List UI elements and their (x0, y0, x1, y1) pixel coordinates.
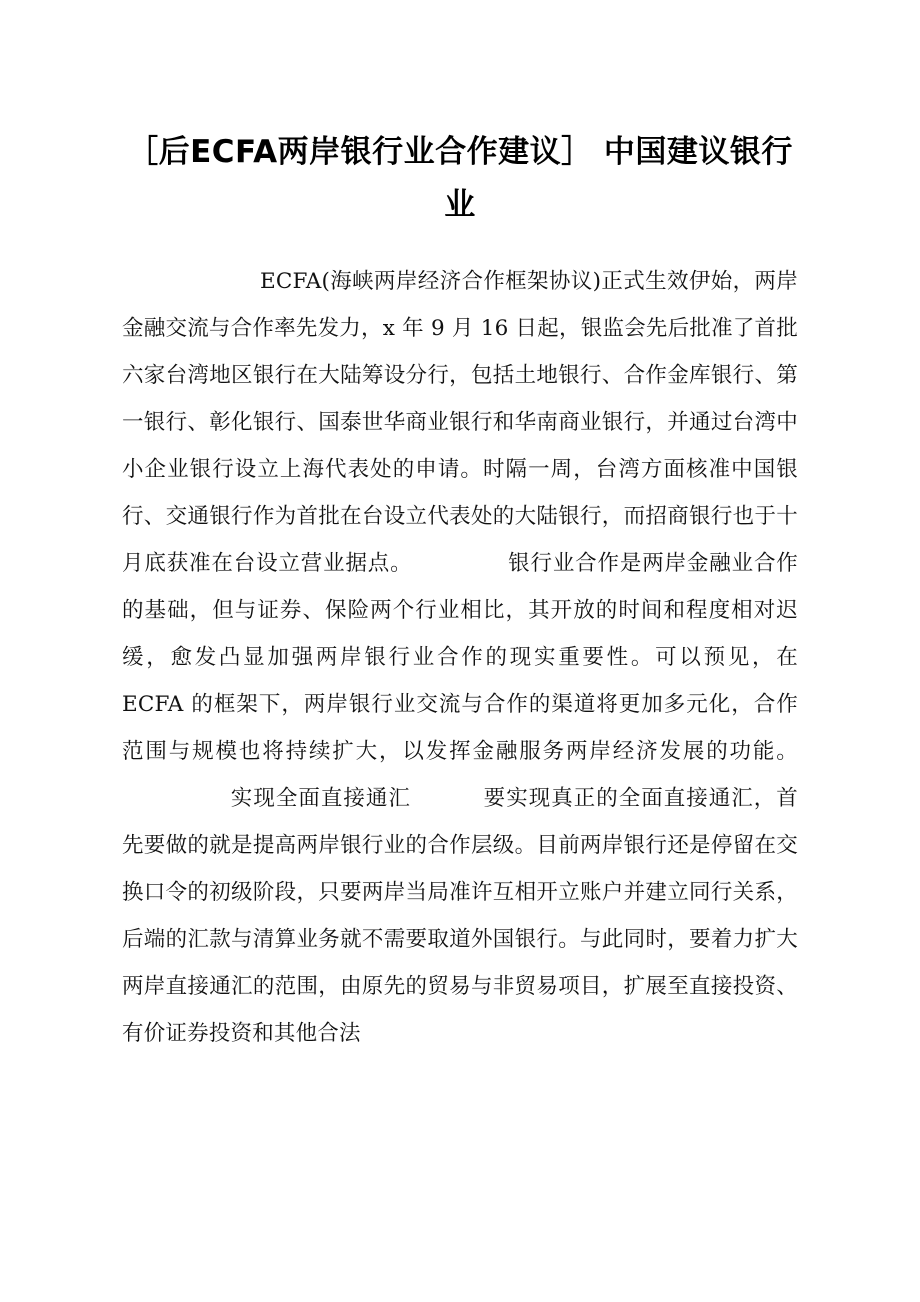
page-title: ［后ECFA两岸银行业合作建议］ 中国建议银行业 (127, 134, 793, 223)
document-paragraph (122, 258, 798, 1057)
paragraph-subheading-inline: 实现全面直接通汇 (230, 786, 411, 811)
paragraph-segment-1: ECFA(海峡两岸经济合作框架协议)正式生效伊始，两岸金融交流与合作率先发力，x 年 9 月 16 日起，银监会先后批准了首批六家台湾地区银行在大陆筹设分行，包括土地银行、合作金库银行、第一银行、彰化银行、国泰世华商业银行和华南商业银行，并通过台湾中小企业银行设立上海代表处的申请。时隔一周，台湾方面核准中国银行、交通银行作为首批在台设立代表处的大陆银行，而招商银行也于十月底获准在台设立营业据点。 (122, 269, 798, 576)
paragraph-segment-2: 银行业合作是两岸金融业合作的基础，但与证券、保险两个行业相比，其开放的时间和程度相对迟缓，愈发凸显加强两岸银行业合作的现实重要性。可以预见，在 ECFA 的框架下，两岸银行业交流与合作的渠道将更加多元化，合作范围与规模也将持续扩大，以发挥金融服务两岸经济发展的功能。 (122, 551, 798, 764)
document-body (122, 126, 798, 1057)
paragraph-segment-3: 要实现真正的全面直接通汇，首先要做的就是提高两岸银行业的合作层级。目前两岸银行还是停留在交换口令的初级阶段，只要两岸当局准许互相开立账户并建立同行关系，后端的汇款与清算业务就不需要取道外国银行。与此同时，要着力扩大两岸直接通汇的范围，由原先的贸易与非贸易项目，扩展至直接投资、有价证券投资和其他合法 (122, 786, 798, 1046)
